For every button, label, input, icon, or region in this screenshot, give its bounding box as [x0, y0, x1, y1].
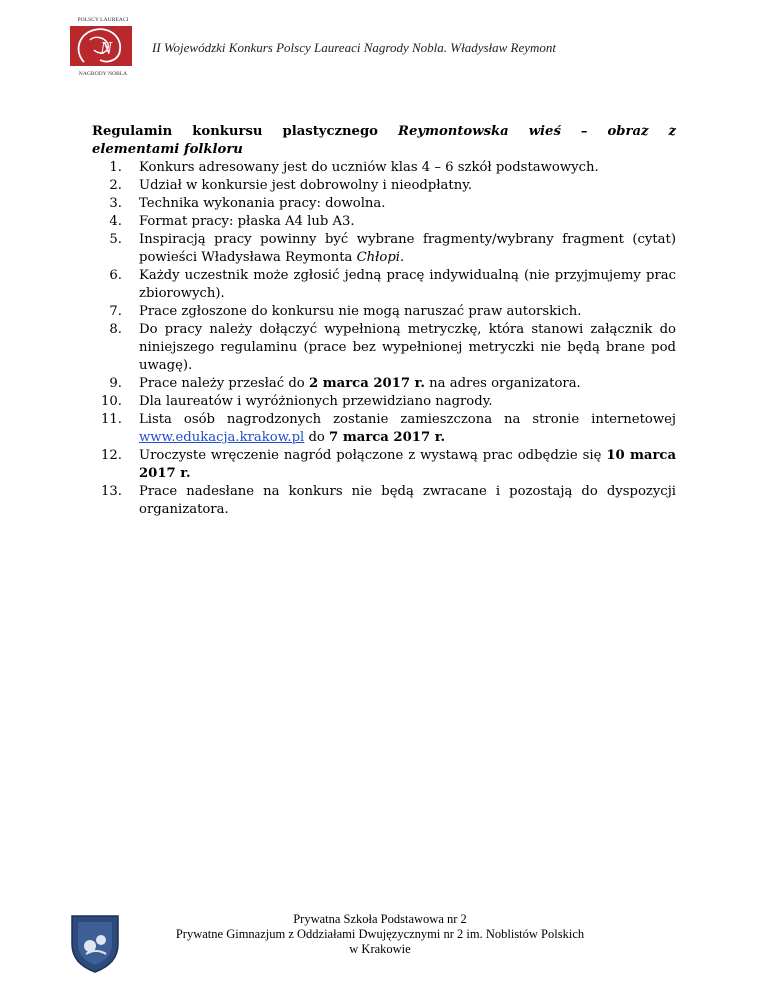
list-item: 8. Do pracy należy dołączyć wypełnioną metryczkę, która stanowi załącznik do niniejszego regulaminu (prace bez wypełnionej metryczki nie będą brane pod uwagę).	[109, 322, 676, 373]
list-item: 3. Technika wykonania pracy: dowolna.	[109, 196, 386, 211]
list-item: 12. Uroczyste wręczenie nagród połączone z wystawą prac odbędzie się 10 marca 2017 r.	[101, 448, 676, 481]
website-link[interactable]: www.edukacja.krakow.pl	[139, 430, 305, 445]
list-item: 9. Prace należy przesłać do 2 marca 2017 r. na adres organizatora.	[109, 376, 581, 391]
nobel-laureates-logo	[64, 14, 142, 80]
list-item: 11. Lista osób nagrodzonych zostanie zamieszczona na stronie internetowej www.edukacja.krakow.pl do 7 marca 2017 r.	[101, 412, 676, 445]
logo-bottom-text: NAGRODY NOBLA	[78, 71, 128, 77]
list-item: 10. Dla laureatów i wyróżnionych przewidziano nagrody.	[101, 394, 493, 409]
document-title-line2: elementami folkloru	[92, 142, 243, 157]
list-item: 6. Każdy uczestnik może zgłosić jedną pracę indywidualną (nie przyjmujemy prac zbiorowych).	[109, 268, 676, 301]
list-item: 5. Inspiracją pracy powinny być wybrane fragmenty/wybrany fragment (cytat) powieści Władysława Reymonta Chłopi.	[109, 232, 676, 265]
rules-list	[92, 159, 676, 519]
footer-line-3: w Krakowie	[349, 942, 411, 956]
footer-line-2: Prywatne Gimnazjum z Oddziałami Dwujęzycznymi nr 2 im. Noblistów Polskich	[175, 927, 585, 941]
footer-line-1: Prywatna Szkoła Podstawowa nr 2	[293, 912, 467, 926]
regulations-body	[92, 123, 676, 519]
list-item: 2. Udział w konkursie jest dobrowolny i nieodpłatny.	[109, 178, 473, 193]
list-item: 4. Format pracy: płaska A4 lub A3.	[109, 214, 355, 229]
list-item: 7. Prace zgłoszone do konkursu nie mogą naruszać praw autorskich.	[109, 304, 582, 319]
logo-top-text: POLSCY LAUREACI	[77, 17, 129, 23]
footer	[100, 912, 660, 957]
list-item: 1. Konkurs adresowany jest do uczniów klas 4 – 6 szkół podstawowych.	[109, 160, 599, 175]
document-title: Regulamin konkursu plastycznego Reymontowska wieś – obraz z elementami folkloru	[92, 124, 676, 157]
header-title: II Wojewódzki Konkurs Polscy Laureaci Nagrody Nobla. Władysław Reymont	[152, 40, 557, 55]
svg-text:N: N	[100, 38, 113, 58]
list-item: 13. Prace nadesłane na konkurs nie będą zwracane i pozostają do dyspozycji organizatora.	[101, 484, 676, 517]
